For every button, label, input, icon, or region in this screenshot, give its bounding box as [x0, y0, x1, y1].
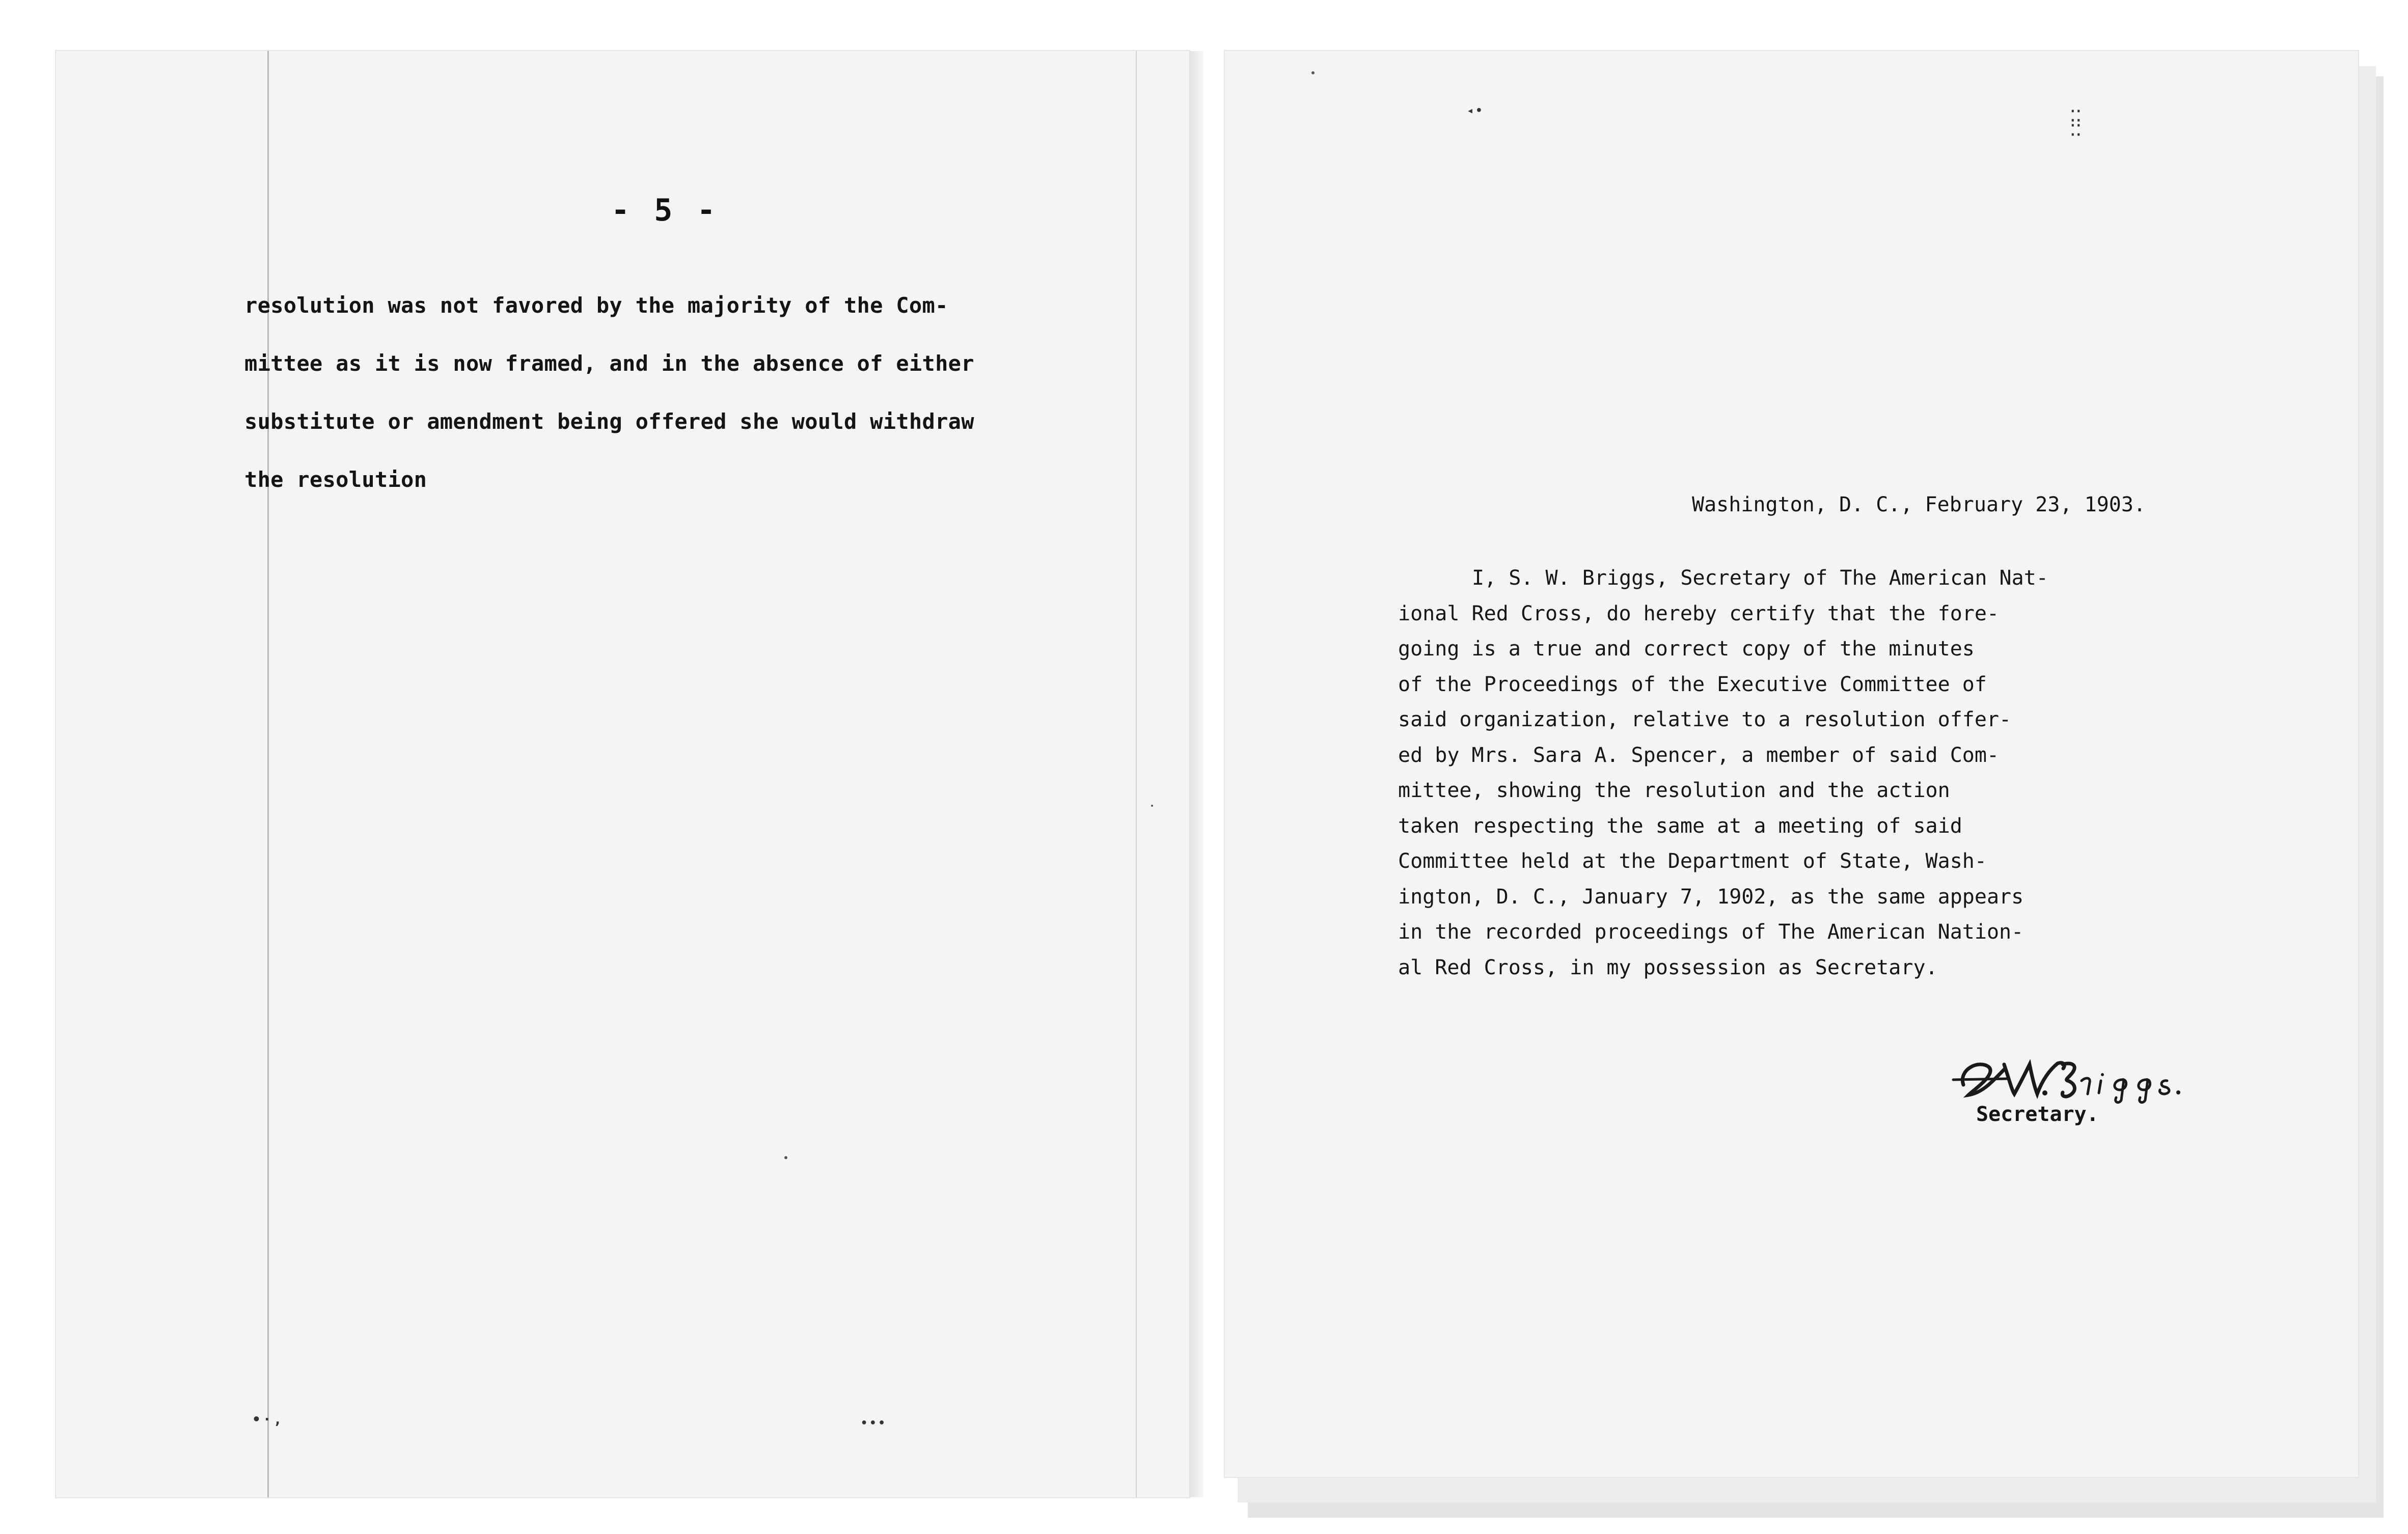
certification-line: going is a true and correct copy of the minutes [1398, 637, 1975, 661]
stray-ink-mark: •·‚ [252, 1411, 284, 1428]
certification-body [1398, 563, 2048, 988]
certification-line: ional Red Cross, do hereby certify that the fore- [1398, 601, 2000, 625]
certification-line: in the recorded proceedings of The American Nation- [1398, 920, 2024, 944]
body-line: substitute or amendment being offered she would withdraw [244, 409, 974, 434]
certification-line: ed by Mrs. Sara A. Spencer, a member of said Com- [1398, 743, 2000, 767]
stray-ink-mark: ••• [861, 1417, 887, 1430]
body-line: resolution was not favored by the majority of the Com- [244, 293, 948, 318]
paper-speck [1151, 805, 1153, 807]
certification-line: al Red Cross, in my possession as Secretary. [1398, 955, 1938, 979]
body-line: the resolution [244, 467, 427, 492]
page-number: - 5 - [611, 193, 719, 228]
certification-line: of the Proceedings of the Executive Committee of [1398, 672, 1987, 696]
stray-ink-mark: ◂• [1467, 104, 1485, 117]
paper-speck [1311, 71, 1315, 74]
body-line: mittee as it is now framed, and in the absence of either [244, 351, 974, 376]
letter-date: Washington, D. C., February 23, 1903. [1692, 493, 2146, 516]
certification-line: Committee held at the Department of State, Wash- [1398, 850, 1987, 873]
certification-line: I, S. W. Briggs, Secretary of The American Nat- [1472, 566, 2048, 590]
certification-line: mittee, showing the resolution and the action [1398, 779, 1950, 802]
paper-speck [784, 1156, 787, 1159]
handwritten-signature [1948, 1049, 2213, 1105]
left-page-body [244, 285, 1120, 517]
right-margin-rule [1136, 51, 1137, 1497]
left-page-edge [1189, 51, 1203, 1497]
certification-line: ington, D. C., January 7, 1902, as the same appears [1398, 885, 2024, 909]
left-page [56, 51, 1189, 1497]
left-margin-rule [267, 51, 269, 1497]
signature-title: Secretary. [1976, 1103, 2099, 1126]
stray-ink-mark: ⁚⁚ ⁚⁚ [2070, 107, 2083, 140]
certification-line: said organization, relative to a resolution offer- [1398, 708, 2012, 731]
certification-line: taken respecting the same at a meeting of said [1398, 814, 1962, 838]
